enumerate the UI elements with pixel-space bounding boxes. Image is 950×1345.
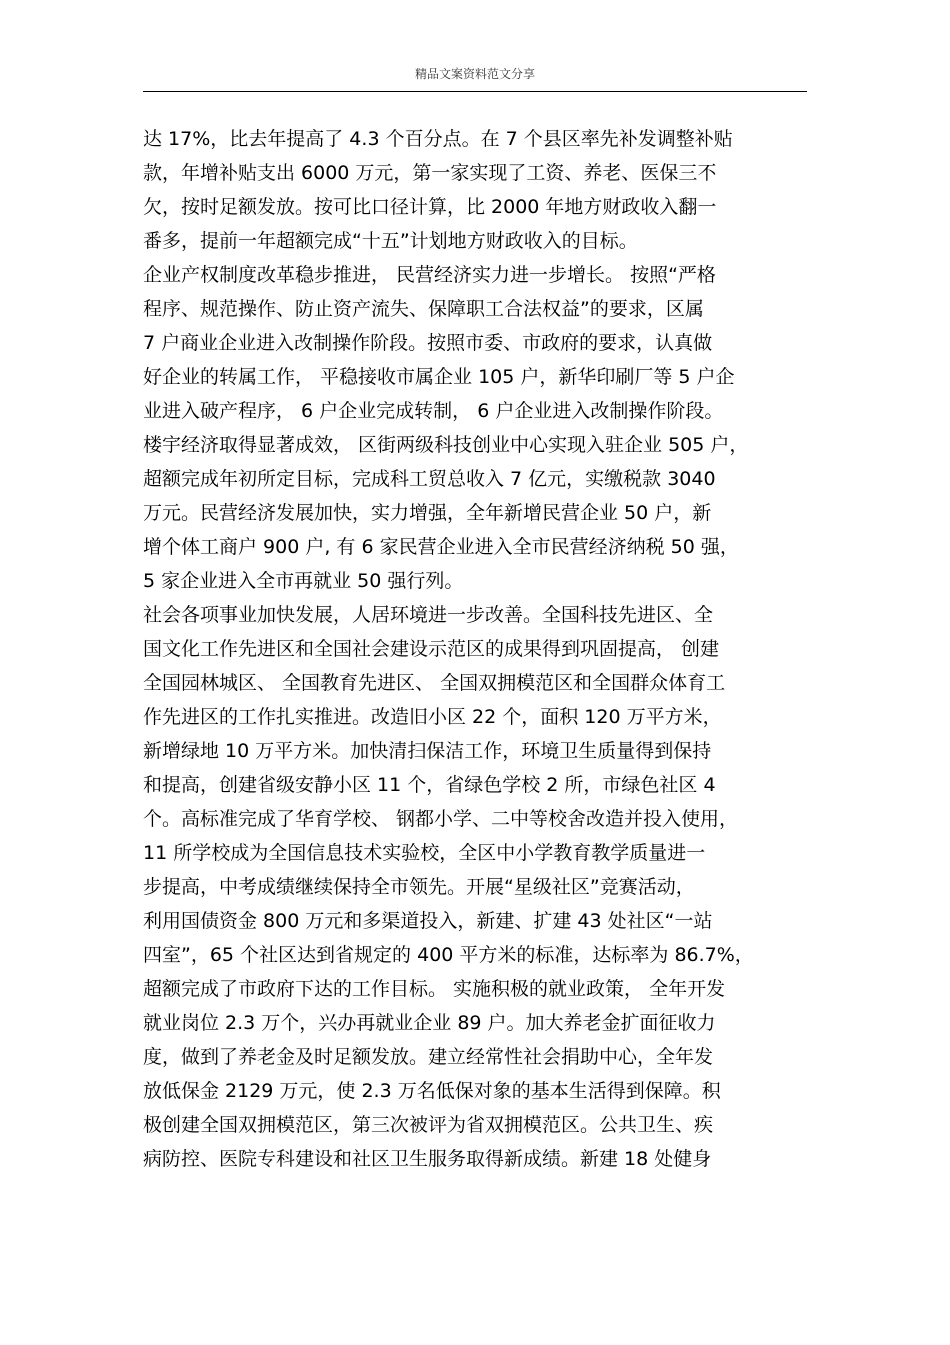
text-line: 病防控、医院专科建设和社区卫生服务取得新成绩。新建 18 处健身	[143, 1148, 712, 1170]
text-line: 增个体工商户 900 户, 有 6 家民营企业进入全市民营经济纳税 50 强，	[143, 536, 739, 558]
text-line: 业进入破产程序， 6 户企业完成转制， 6 户企业进入改制操作阶段。	[143, 400, 724, 422]
text-line: 步提高，中考成绩继续保持全市领先。开展“星级社区”竞赛活动，	[143, 876, 695, 898]
text-line: 万元。民营经济发展加快，实力增强，全年新增民营企业 50 户，新	[143, 502, 712, 524]
text-line: 企业产权制度改革稳步推进， 民营经济实力进一步增长。 按照“严格	[143, 264, 716, 286]
text-line: 超额完成了市政府下达的工作目标。 实施积极的就业政策， 全年开发	[143, 978, 726, 1000]
text-line: 5 家企业进入全市再就业 50 强行列。	[143, 570, 464, 592]
text-line: 欠，按时足额发放。按可比口径计算，比 2000 年地方财政收入翻一	[143, 196, 717, 218]
text-line: 程序、规范操作、防止资产流失、保障职工合法权益”的要求，区属	[143, 298, 704, 320]
page-header: 精品文案资料范文分享	[414, 67, 535, 81]
header-divider	[143, 91, 807, 92]
text-line: 全国园林城区、 全国教育先进区、 全国双拥模范区和全国群众体育工	[143, 672, 726, 694]
text-line: 四室”，65 个社区达到省规定的 400 平方米的标准，达标率为 86.7%，	[143, 944, 754, 966]
text-line: 作先进区的工作扎实推进。改造旧小区 22 个，面积 120 万平方米，	[143, 706, 722, 728]
text-line: 和提高，创建省级安静小区 11 个，省绿色学校 2 所，市绿色社区 4	[143, 774, 716, 796]
text-line: 度，做到了养老金及时足额发放。建立经常性社会捐助中心，全年发	[143, 1046, 714, 1068]
text-line: 达 17%，比去年提高了 4.3 个百分点。在 7 个县区率先补发调整补贴	[143, 128, 733, 150]
text-line: 7 户商业企业进入改制操作阶段。按照市委、市政府的要求，认真做	[143, 332, 713, 354]
text-line: 社会各项事业加快发展，人居环境进一步改善。全国科技先进区、全	[143, 604, 714, 626]
text-line: 超额完成年初所定目标，完成科工贸总收入 7 亿元，实缴税款 3040	[143, 468, 716, 490]
document-body	[143, 122, 823, 1176]
text-line: 好企业的转属工作， 平稳接收市属企业 105 户，新华印刷厂等 5 户企	[143, 366, 735, 388]
text-line: 新增绿地 10 万平方米。加快清扫保洁工作，环境卫生质量得到保持	[143, 740, 712, 762]
text-line: 国文化工作先进区和全国社会建设示范区的成果得到巩固提高， 创建	[143, 638, 720, 660]
text-line: 番多，提前一年超额完成“十五”计划地方财政收入的目标。	[143, 230, 638, 252]
text-line: 楼宇经济取得显著成效， 区街两级科技创业中心实现入驻企业 505 户，	[143, 434, 749, 456]
text-line: 放低保金 2129 万元，使 2.3 万名低保对象的基本生活得到保障。积	[143, 1080, 721, 1102]
text-line: 极创建全国双拥模范区，第三次被评为省双拥模范区。公共卫生、疾	[143, 1114, 714, 1136]
text-line: 个。高标准完成了华育学校、 钢都小学、二中等校舍改造并投入使用，	[143, 808, 739, 830]
text-line: 利用国债资金 800 万元和多渠道投入，新建、扩建 43 处社区“一站	[143, 910, 713, 932]
text-line: 11 所学校成为全国信息技术实验校，全区中小学教育教学质量进一	[143, 842, 706, 864]
text-line: 就业岗位 2.3 万个，兴办再就业企业 89 户。加大养老金扩面征收力	[143, 1012, 716, 1034]
text-line: 款，年增补贴支出 6000 万元，第一家实现了工资、养老、医保三不	[143, 162, 717, 184]
